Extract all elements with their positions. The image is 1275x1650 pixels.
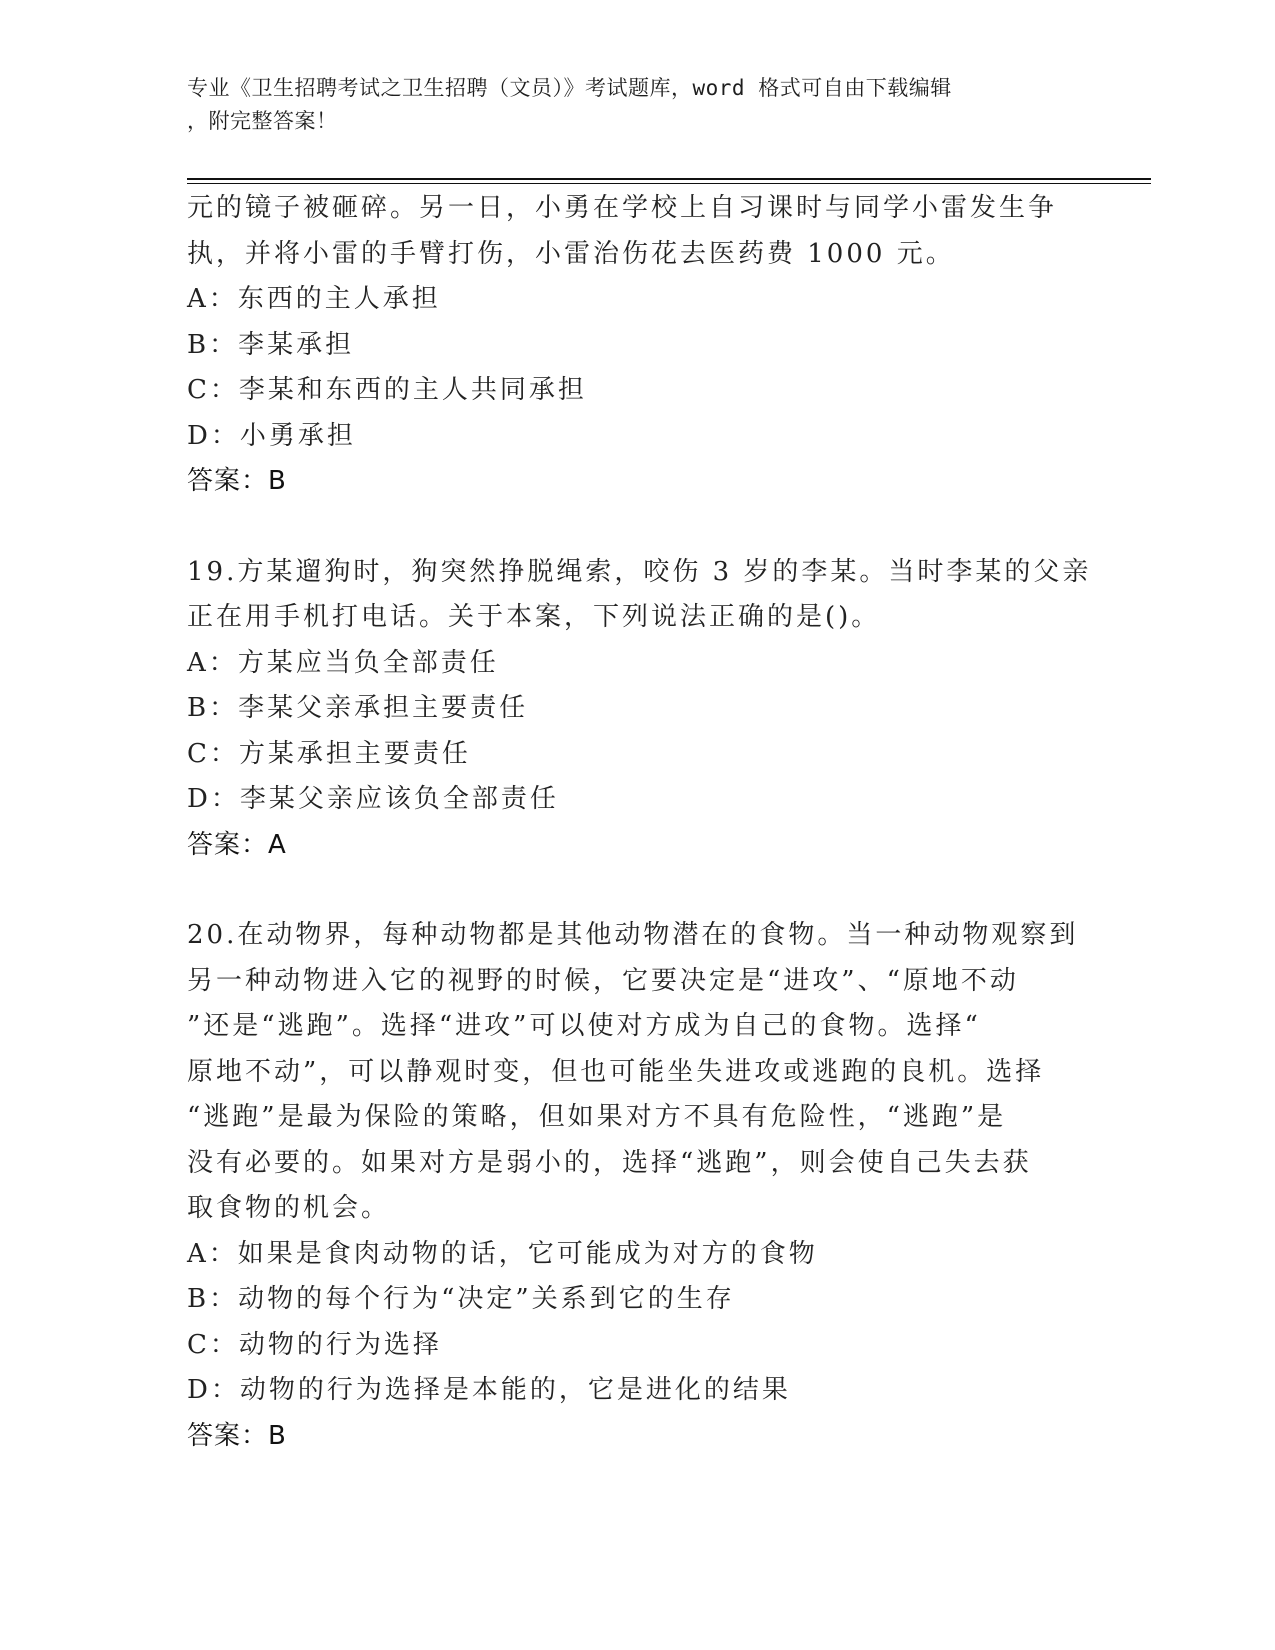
question-text-line: 20.在动物界，每种动物都是其他动物潜在的食物。当一种动物观察到 <box>187 920 1079 950</box>
option-a: A：如果是食肉动物的话，它可能成为对方的食物 <box>187 1238 818 1269</box>
question-20 <box>187 913 1087 1459</box>
question-text-line: 没有必要的。如果对方是弱小的，选择“逃跑”，则会使自己失去获 <box>187 1147 1032 1178</box>
option-c: C：方某承担主要责任 <box>187 738 471 769</box>
header-line-2: ，附完整答案！ <box>187 109 338 133</box>
option-b: B：李某承担 <box>187 329 355 360</box>
question-text-line: 取食物的机会。 <box>187 1193 391 1223</box>
option-a: A：东西的主人承担 <box>187 284 441 314</box>
option-d: D：李某父亲应该负全部责任 <box>187 784 559 814</box>
question-text-line: ”还是“逃跑”。选择“进攻”可以使对方成为自己的食物。选择“ <box>187 1011 981 1041</box>
question-text-line: 执，并将小雷的手臂打伤，小雷治伤花去医药费 1000 元。 <box>187 238 955 269</box>
question-text-line: 元的镜子被砸碎。另一日，小勇在学校上自习课时与同学小雷发生争 <box>187 193 1058 223</box>
option-b: B：李某父亲承担主要责任 <box>187 693 529 723</box>
header-divider-thin <box>187 183 1151 184</box>
question-text-line: 正在用手机打电话。关于本案，下列说法正确的是()。 <box>187 602 881 632</box>
option-a: A：方某应当负全部责任 <box>187 647 499 678</box>
question-18-continuation <box>187 186 1087 505</box>
option-b: B：动物的每个行为“决定”关系到它的生存 <box>187 1284 735 1314</box>
question-19 <box>187 550 1092 869</box>
answer-label: 答案：B <box>187 466 287 496</box>
spacer <box>187 505 1087 550</box>
question-text-line: 另一种动物进入它的视野的时候，它要决定是“进攻”、“原地不动 <box>187 965 1019 996</box>
option-d: D：动物的行为选择是本能的，它是进化的结果 <box>187 1375 791 1405</box>
document-header <box>187 72 1067 138</box>
question-text-line: 19.方某遛狗时，狗突然挣脱绳索，咬伤 3 岁的李某。当时李某的父亲 <box>187 556 1092 587</box>
document-body <box>187 186 1092 1459</box>
answer-label: 答案：B <box>187 1420 287 1451</box>
header-divider-thick <box>187 178 1151 180</box>
question-text-line: “逃跑”是最为保险的策略，但如果对方不具有危险性，“逃跑”是 <box>187 1102 1007 1132</box>
spacer <box>187 868 1087 913</box>
answer-label: 答案：A <box>187 829 287 860</box>
option-d: D：小勇承担 <box>187 420 356 451</box>
option-c: C：李某和东西的主人共同承担 <box>187 375 587 405</box>
header-line-1: 专业《卫生招聘考试之卫生招聘（文员）》考试题库，word 格式可自由下载编辑 <box>187 76 952 100</box>
question-text-line: 原地不动”，可以静观时变，但也可能坐失进攻或逃跑的良机。选择 <box>187 1056 1045 1087</box>
option-c: C：动物的行为选择 <box>187 1329 442 1360</box>
